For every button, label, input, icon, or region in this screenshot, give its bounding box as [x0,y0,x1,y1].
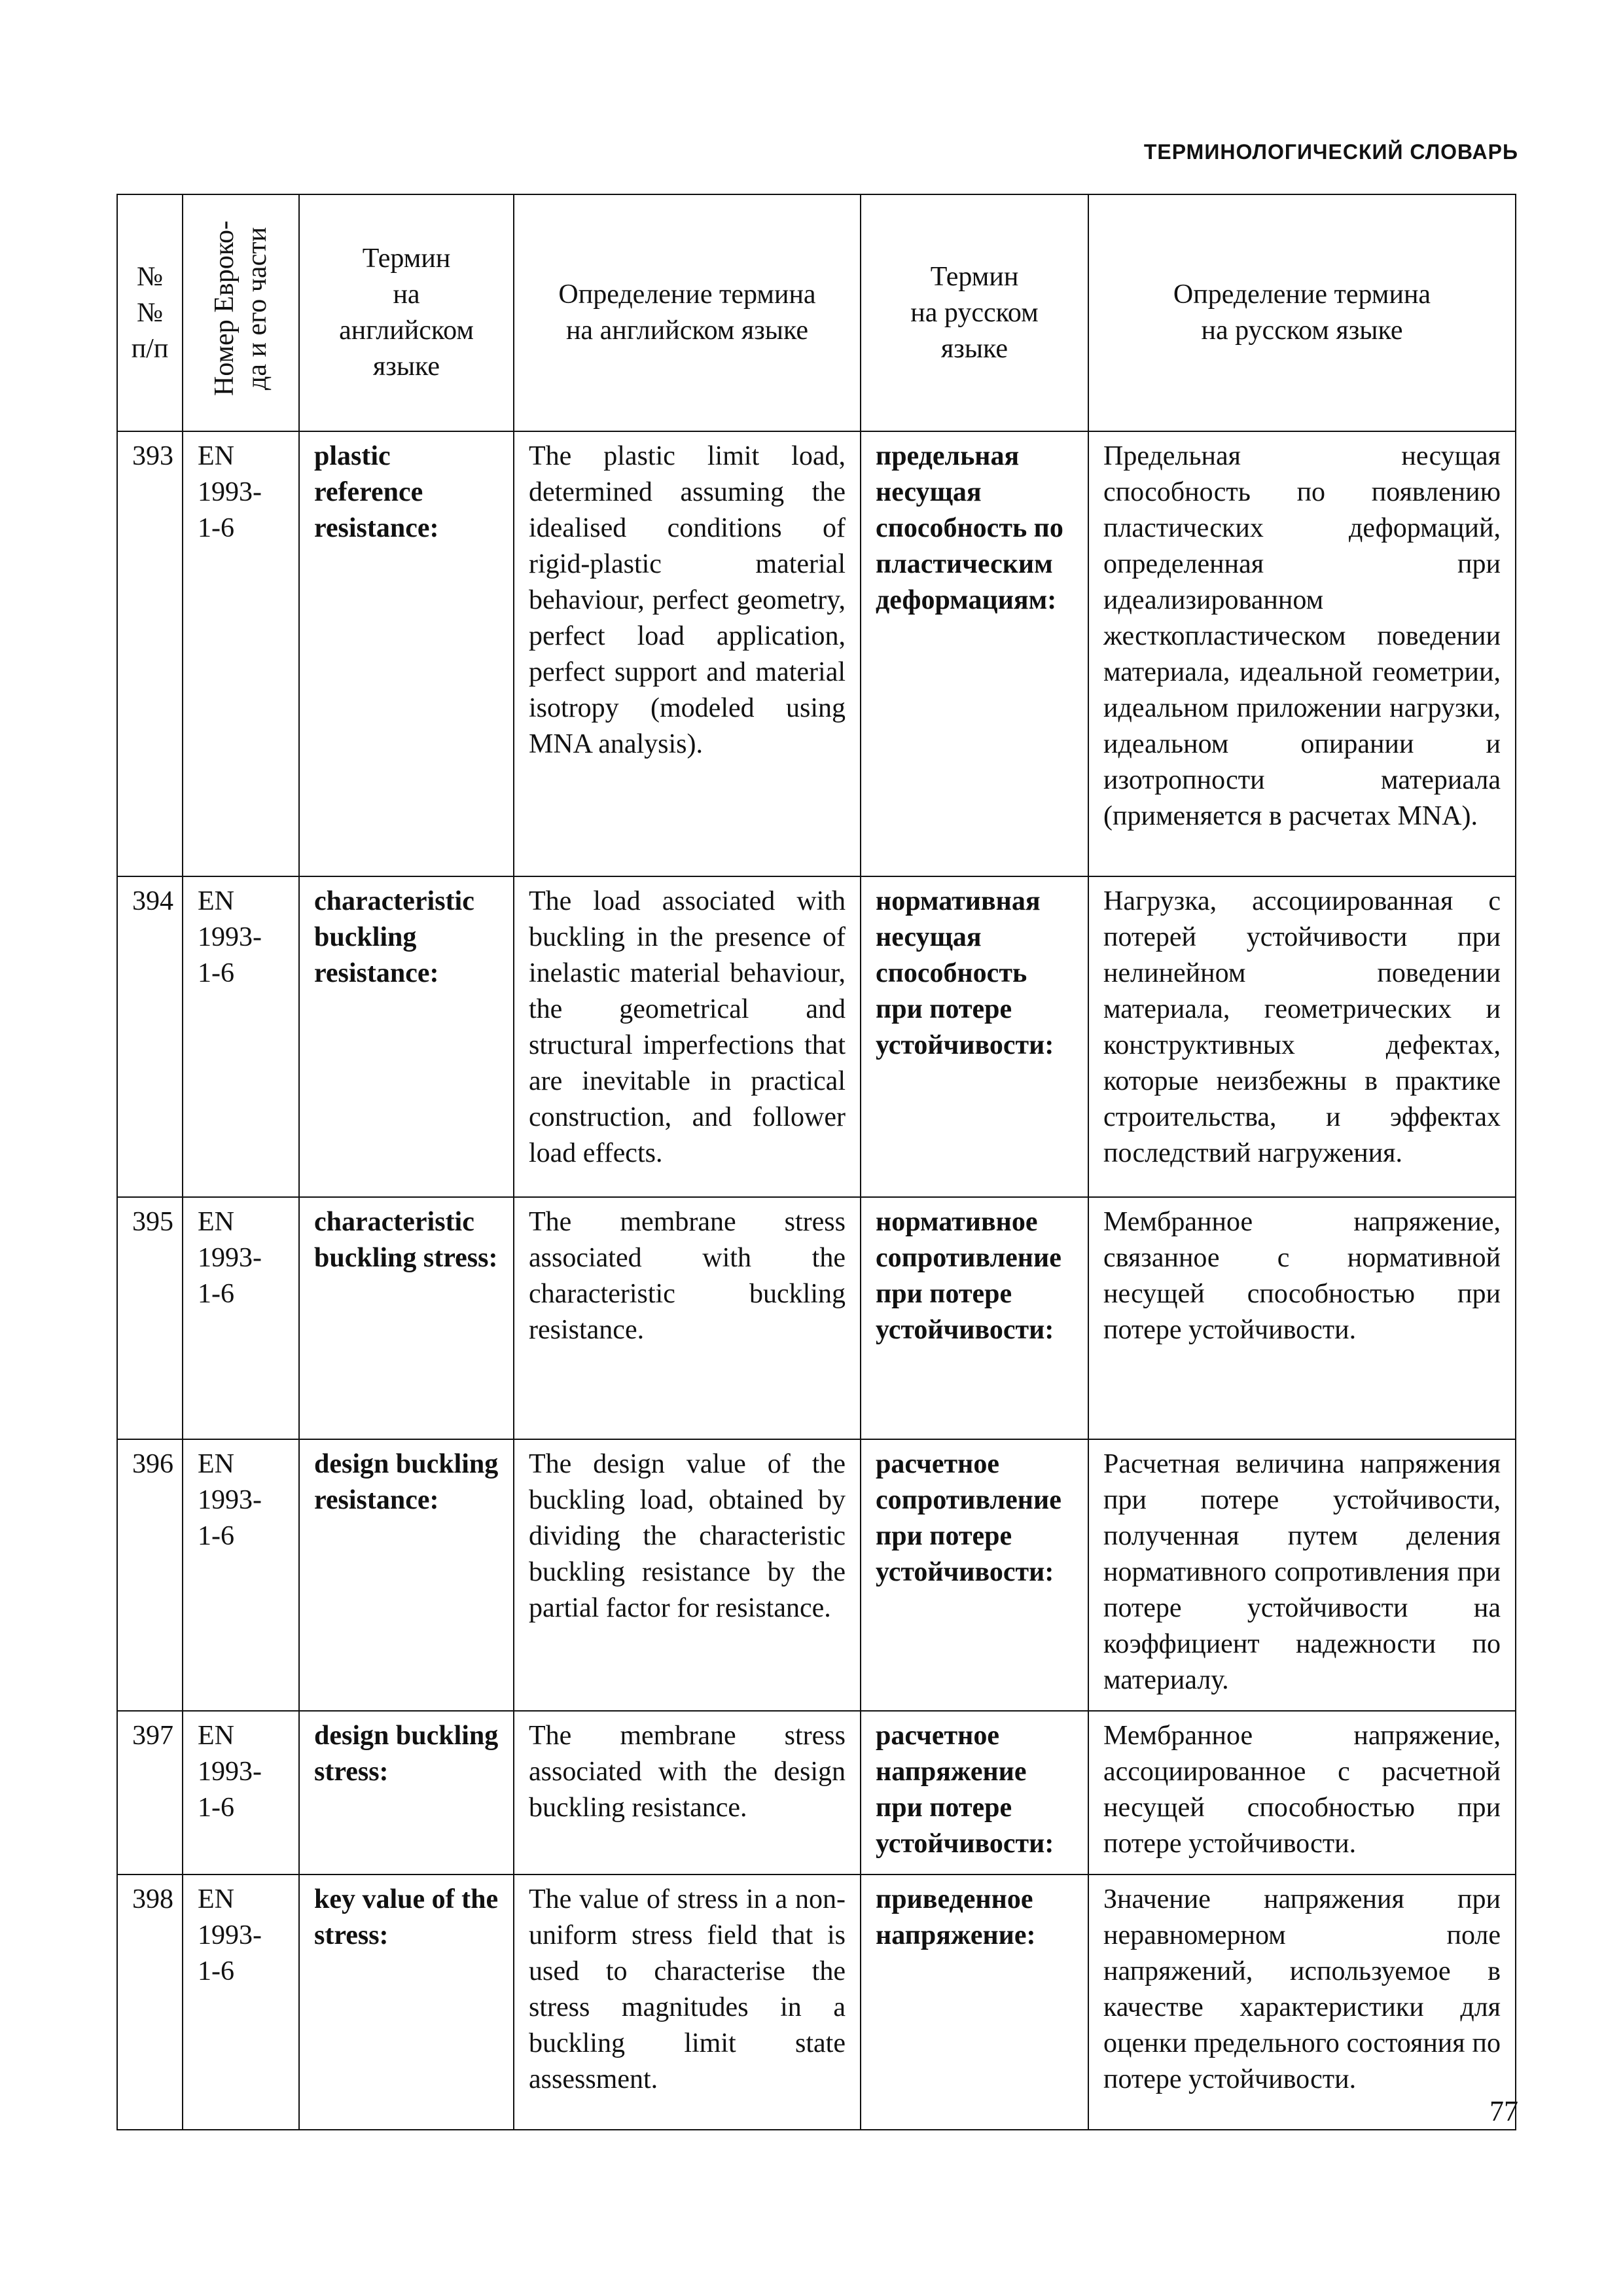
definition-russian: Нагрузка, ассоциированная с потерей устойчивости при нелинейном поведении материала, геометрических и конструктивных дефектах, которые неизбежны в практике строительства, и эффектах последствий нагружения. [1088,876,1516,1197]
table-row [117,1197,1516,1439]
term-russian: нормативное сопротивление при потере устойчивости: [861,1197,1088,1439]
row-number: 397 [117,1711,183,1874]
term-russian: нормативная несущая способность при потере устойчивости: [861,876,1088,1197]
term-russian: предельная несущая способность по пластическим деформациям: [861,431,1088,876]
header-definition-english: Определение термина на английском языке [514,194,861,431]
row-number: 394 [117,876,183,1197]
definition-russian: Расчетная величина напряжения при потере устойчивости, полученная путем деления нормативного сопротивления при потере устойчивости на коэффициент надежности по материалу. [1088,1439,1516,1711]
definition-english: The load associated with buckling in the presence of inelastic material behaviour, the geometrical and structural imperfections that are inevitable in practical construction, and follower load effects. [514,876,861,1197]
eurocode-ref: EN 1993- 1-6 [183,1439,299,1711]
table-row [117,1874,1516,2130]
term-english: characteristic buckling stress: [299,1197,514,1439]
definition-english: The design value of the buckling load, obtained by dividing the characteristic buckling resistance by the partial factor for resistance. [514,1439,861,1711]
row-number: 396 [117,1439,183,1711]
page-number: 77 [1489,2095,1518,2127]
eurocode-ref: EN 1993- 1-6 [183,1711,299,1874]
term-english: characteristic buckling resistance: [299,876,514,1197]
running-header: ТЕРМИНОЛОГИЧЕСКИЙ СЛОВАРЬ [1143,140,1518,164]
definition-russian: Мембранное напряжение, связанное с нормативной несущей способностью при потере устойчивости. [1088,1197,1516,1439]
header-term-russian: Термин на русском языке [861,194,1088,431]
eurocode-ref: EN 1993- 1-6 [183,431,299,876]
eurocode-ref: EN 1993- 1-6 [183,1874,299,2130]
row-number: 393 [117,431,183,876]
eurocode-ref: EN 1993- 1-6 [183,876,299,1197]
definition-english: The value of stress in a non-uniform stress field that is used to characterise the stress magnitudes in a buckling limit state assessment. [514,1874,861,2130]
header-number: №№ п/п [117,194,183,431]
definition-russian: Мембранное напряжение, ассоциированное с расчетной несущей способностью при потере устойчивости. [1088,1711,1516,1874]
term-english: plastic reference resistance: [299,431,514,876]
header-definition-russian: Определение термина на русском языке [1088,194,1516,431]
term-russian: приведенное напряжение: [861,1874,1088,2130]
term-russian: расчетное сопротивление при потере устойчивости: [861,1439,1088,1711]
table-row [117,1439,1516,1711]
table-row [117,1711,1516,1874]
row-number: 398 [117,1874,183,2130]
term-english: design buckling resistance: [299,1439,514,1711]
table-row [117,431,1516,876]
table-header-row [117,194,1516,431]
definition-english: The plastic limit load, determined assuming the idealised conditions of rigid-plastic material behaviour, perfect geometry, perfect load application, perfect support and material isotropy (modeled using MNA analysis). [514,431,861,876]
glossary-table [116,194,1516,2130]
table-row [117,876,1516,1197]
header-eurocode: Номер Евроко- да и его части [183,194,299,431]
term-english: design buckling stress: [299,1711,514,1874]
definition-english: The membrane stress associated with the characteristic buckling resistance. [514,1197,861,1439]
definition-russian: Предельная несущая способность по появлению пластических деформаций, определенная при идеализированном жесткопластическом поведении материала, идеальной геометрии, идеальном приложении нагрузки, идеальном опирании и изотропности материала (применяется в расчетах MNA). [1088,431,1516,876]
definition-english: The membrane stress associated with the design buckling resistance. [514,1711,861,1874]
term-russian: расчетное напряжение при потере устойчивости: [861,1711,1088,1874]
eurocode-ref: EN 1993- 1-6 [183,1197,299,1439]
definition-russian: Значение напряжения при неравномерном поле напряжений, используемое в качестве характеристики для оценки предельного состояния по потере устойчивости. [1088,1874,1516,2130]
header-term-english: Термин на английском языке [299,194,514,431]
row-number: 395 [117,1197,183,1439]
term-english: key value of the stress: [299,1874,514,2130]
